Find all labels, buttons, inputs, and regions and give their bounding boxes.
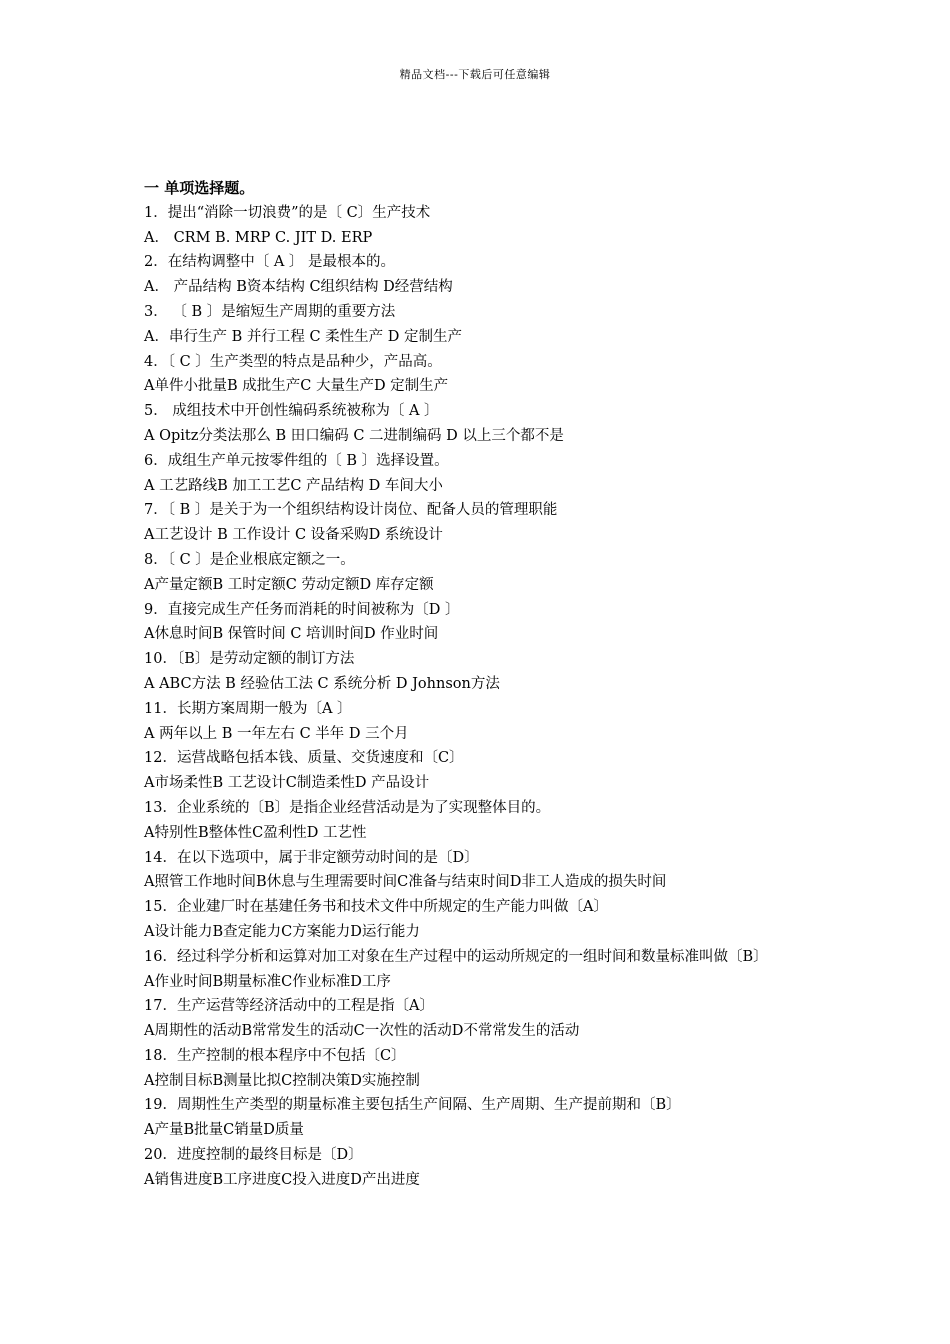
options-11: A 两年以上 B 一年左右 C 半年 D 三个月	[144, 725, 409, 742]
page-header: 精品文档---下载后可任意编辑	[399, 68, 551, 81]
options-10: A ABC方法 B 经验估工法 C 系统分析 D Johnson方法	[144, 675, 500, 692]
options-12: A市场柔性B 工艺设计C制造柔性D 产品设计	[144, 775, 430, 792]
document-body	[144, 176, 824, 1193]
options-20: A销售进度B工序进度C投入进度D产出进度	[144, 1171, 420, 1188]
question-17: 17．生产运营等经济活动中的工程是指〔A〕	[144, 998, 434, 1015]
question-9: 9．直接完成生产任务而消耗的时间被称为〔D 〕	[144, 601, 460, 618]
options-19: A产量B批量C销量D质量	[144, 1122, 304, 1139]
options-7: A工艺设计 B 工作设计 C 设备采购D 系统设计	[144, 527, 443, 544]
options-3: A．串行生产 B 并行工程 C 柔性生产 D 定制生产	[144, 328, 463, 345]
options-2: A． 产品结构 B资本结构 C组织结构 D经营结构	[144, 279, 453, 296]
question-11: 11．长期方案周期一般为〔A 〕	[144, 700, 352, 717]
question-12: 12．运营战略包括本钱、质量、交货速度和〔C〕	[144, 750, 464, 767]
options-16: A作业时间B期量标准C作业标准D工序	[144, 973, 391, 990]
question-5: 5． 成组技术中开创性编码系统被称为〔 A 〕	[144, 403, 439, 420]
options-13: A特别性B整体性C盈利性D 工艺性	[144, 824, 367, 841]
options-6: A 工艺路线B 加工工艺C 产品结构 D 车间大小	[144, 477, 443, 494]
options-4: A单件小批量B 成批生产C 大量生产D 定制生产	[144, 378, 449, 395]
question-3: 3． 〔 B 〕是缩短生产周期的重要方法	[144, 303, 396, 320]
question-4: 4．〔 C 〕生产类型的特点是品种少，产品高。	[144, 353, 442, 370]
question-1: 1．提出“消除一切浪费”的是〔 C〕生产技术	[144, 204, 431, 221]
options-17: A周期性的活动B常常发生的活动C一次性的活动D不常常发生的活动	[144, 1023, 580, 1040]
question-6: 6．成组生产单元按零件组的〔 B 〕选择设置。	[144, 452, 449, 469]
question-7: 7．〔 B 〕是关于为一个组织结构设计岗位、配备人员的管理职能	[144, 502, 558, 519]
question-16: 16．经过科学分析和运算对加工对象在生产过程中的运动所规定的一组时间和数量标准叫做〔B〕	[144, 948, 768, 965]
options-14: A照管工作地时间B休息与生理需要时间C准备与结束时间D非工人造成的损失时间	[144, 874, 667, 891]
question-20: 20．进度控制的最终目标是〔D〕	[144, 1147, 363, 1164]
question-10: 10．〔B〕是劳动定额的制订方法	[144, 651, 355, 668]
options-15: A设计能力B查定能力C方案能力D运行能力	[144, 923, 420, 940]
question-14: 14．在以下选项中，属于非定额劳动时间的是〔D〕	[144, 849, 479, 866]
section-title: 一 单项选择题。	[144, 179, 255, 197]
question-8: 8．〔 C 〕是企业根底定额之一。	[144, 551, 355, 568]
question-13: 13．企业系统的〔B〕是指企业经营活动是为了实现整体目的。	[144, 799, 551, 816]
options-8: A产量定额B 工时定额C 劳动定额D 库存定额	[144, 576, 434, 593]
options-18: A控制目标B测量比拟C控制决策D实施控制	[144, 1072, 420, 1089]
question-2: 2．在结构调整中〔 A 〕 是最根本的。	[144, 254, 396, 271]
options-5: A Opitz分类法那么 B 田口编码 C 二进制编码 D 以上三个都不是	[144, 427, 564, 444]
question-15: 15．企业建厂时在基建任务书和技术文件中所规定的生产能力叫做〔A〕	[144, 899, 608, 916]
options-1: A． CRM B. MRP C. JIT D. ERP	[144, 229, 373, 246]
options-9: A休息时间B 保管时间 C 培训时间D 作业时间	[144, 626, 439, 643]
question-19: 19．周期性生产类型的期量标准主要包括生产间隔、生产周期、生产提前期和〔B〕	[144, 1097, 681, 1114]
question-18: 18．生产控制的根本程序中不包括〔C〕	[144, 1047, 406, 1064]
